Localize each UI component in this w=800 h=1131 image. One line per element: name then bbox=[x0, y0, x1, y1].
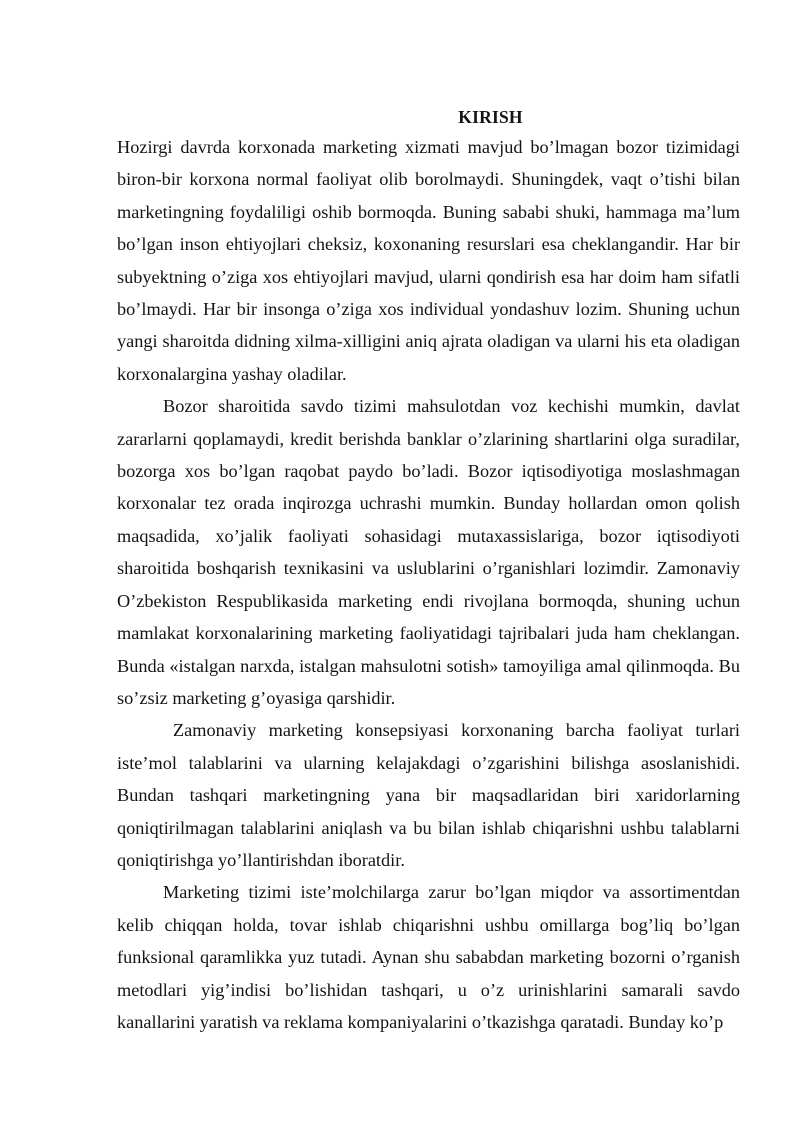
paragraph-1: Hozirgi davrda korxonada marketing xizmati mavjud bo’lmagan bozor tizimidagi biron-bir korxona normal faoliyat olib borolmaydi. Shuningdek, vaqt o’tishi bilan marketingning foydaliligi oshib bormoqda. Buning sababi shuki, hammaga ma’lum bo’lgan inson ehtiyojlari cheksiz, koxonaning resurslari esa cheklangandir. Har bir subyektning o’ziga xos ehtiyojlari mavjud, ularni qondirish esa har doim ham sifatli bo’lmaydi. Har bir insonga o’ziga xos individual yondashuv lozim. Shuning uchun yangi sharoitda didning xilma-xilligini aniq ajrata oladigan va ularni his eta oladigan korxonalargina yashay oladilar. bbox=[117, 137, 740, 384]
paragraph-3: Zamonaviy marketing konsepsiyasi korxonaning barcha faoliyat turlari iste’mol talablarini va ularning kelajakdagi o’zgarishini bilishga asoslanishidi. Bundan tashqari marketingning yana bir maqsadlaridan biri xaridorlarning qoniqtirilmagan talablarini aniqlash va bu bilan ishlab chiqarishni ushbu talablarni qoniqtirishga yo’llantirishdan iboratdir. bbox=[117, 720, 740, 870]
page-title: KIRISH bbox=[458, 107, 523, 127]
document-body bbox=[117, 103, 740, 1038]
paragraph-4: Marketing tizimi iste’molchilarga zarur bo’lgan miqdor va assortimentdan kelib chiqqan holda, tovar ishlab chiqarishni ushbu omillarga bog’liq bo’lgan funksional qaramlikka yuz tutadi. Aynan shu sababdan marketing bozorni o’rganish metodlari yig’indisi bo’lishidan tashqari, u o’z urinishlarini samarali savdo kanallarini yaratish va reklama kompaniyalarini o’tkazishga qaratadi. Bunday ko’p bbox=[117, 882, 740, 1032]
paragraph-2: Bozor sharoitida savdo tizimi mahsulotdan voz kechishi mumkin, davlat zararlarni qoplamaydi, kredit berishda banklar o’zlarining shartlarini olga suradilar, bozorga xos bo’lgan raqobat paydo bo’ladi. Bozor iqtisodiyotiga moslashmagan korxonalar tez orada inqirozga uchrashi mumkin. Bunday hollardan omon qolish maqsadida, xo’jalik faoliyati sohasidagi mutaxassislariga, bozor iqtisodiyoti sharoitida boshqarish texnikasini va uslublarini o’rganishlari lozimdir. Zamonaviy O’zbekiston Respublikasida marketing endi rivojlana bormoqda, shuning uchun mamlakat korxonalarining marketing faoliyatidagi tajribalari juda ham cheklangan. Bunda «istalgan narxda, istalgan mahsulotni sotish» tamoyiliga amal qilinmoqda. Bu so’zsiz marketing g’oyasiga qarshidir. bbox=[117, 396, 740, 708]
